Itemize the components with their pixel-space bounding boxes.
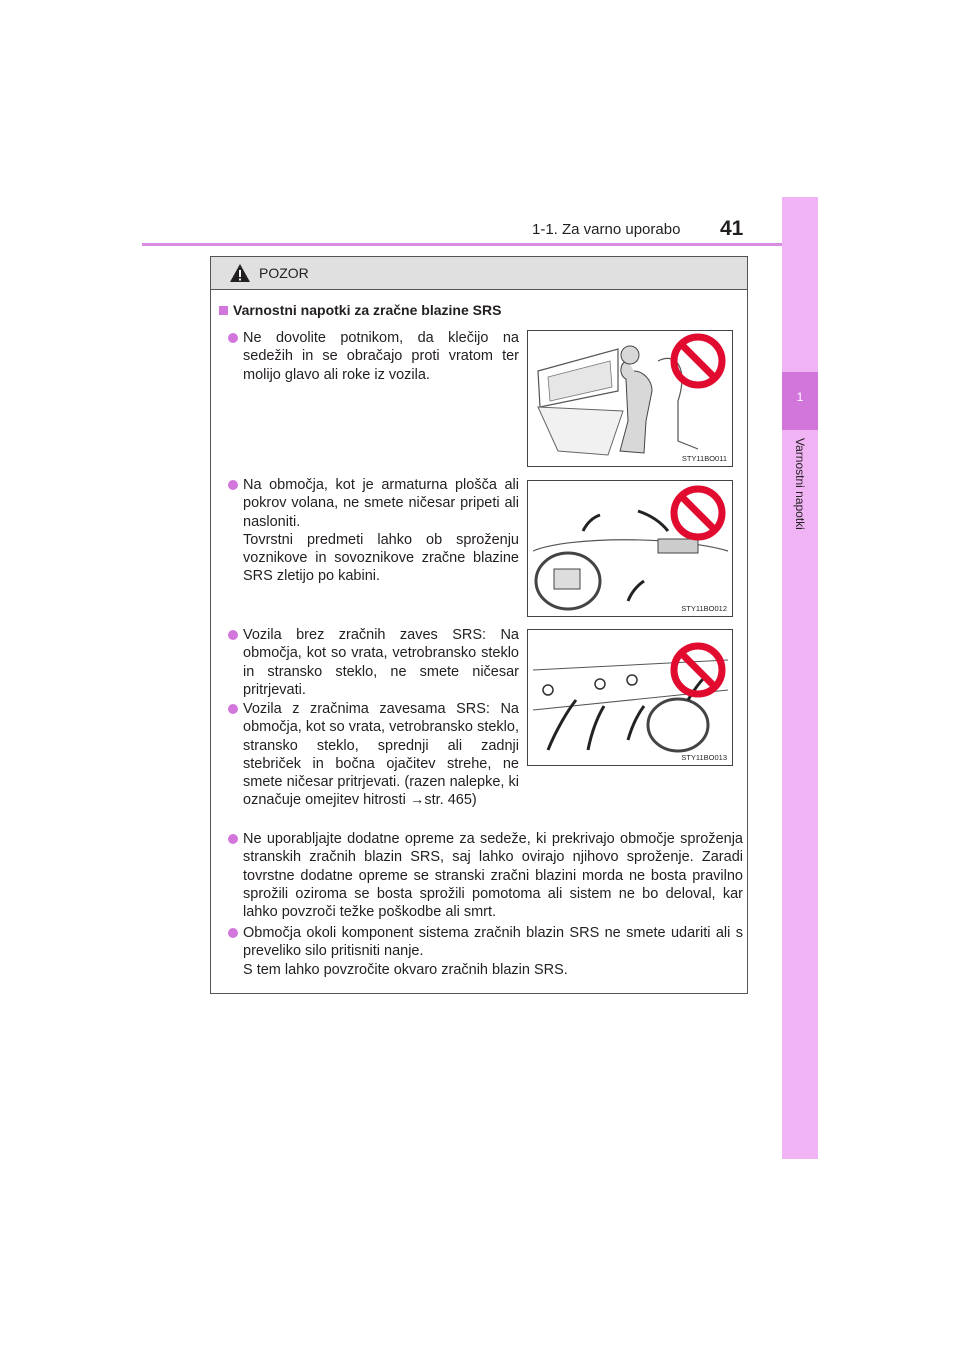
figure-illustration xyxy=(528,481,732,616)
bullet-text: Območja okoli komponent sistema zračnih blazin SRS ne smete udariti ali s preveliko silo pritisniti nanje. xyxy=(243,925,743,960)
bullet-item xyxy=(243,476,519,586)
bullet-dot-icon xyxy=(228,630,238,640)
bullet-text: Na območja, kot je armaturna plošča ali pokrov volana, ne smete ničesar pripeti ali nasloniti. xyxy=(243,477,519,530)
bullet-text: S tem lahko povzročite okvaro zračnih blazin SRS. xyxy=(243,961,568,978)
warning-triangle-icon xyxy=(229,263,251,283)
bullet-item xyxy=(243,329,519,384)
side-tab-label: Varnostni napotki xyxy=(793,438,807,530)
bullet-text: Vozila z zračnima zavesama SRS: Na območja, kot so vrata, vetrobransko steklo, stransko steklo, sprednji ali zadnji stebriček in bočna ojačitev strehe, ne smete ničesar pritrjevati. (razen nalepke, ki označuje omejitev hitrosti →str. 465) xyxy=(243,701,519,809)
square-bullet-icon xyxy=(219,306,228,315)
bullet-item xyxy=(243,626,519,699)
warning-title: POZOR xyxy=(259,265,309,281)
warning-subheading xyxy=(219,302,501,318)
figure-windows-pillars xyxy=(527,629,733,766)
figure-illustration xyxy=(528,630,732,765)
figure-dashboard-objects xyxy=(527,480,733,617)
side-tab xyxy=(782,197,818,1159)
warning-box xyxy=(210,256,748,994)
bullet-dot-icon xyxy=(228,834,238,844)
page-number: 41 xyxy=(720,217,744,240)
bullet-item xyxy=(243,830,743,921)
figure-illustration xyxy=(528,331,732,466)
bullet-text: Tovrstni predmeti lahko ob sproženju voznikove in sovoznikove zračne blazine SRS zletijo po kabini. xyxy=(243,531,519,585)
subheading-text: Varnostni napotki za zračne blazine SRS xyxy=(233,302,502,318)
figure-code: STY11BO011 xyxy=(681,454,727,463)
bullet-dot-icon xyxy=(228,928,238,938)
figure-code: STY11BO013 xyxy=(681,753,727,762)
bullet-text: Ne dovolite potnikom, da klečijo na sedežih in se obračajo proti vratom ter molijo glavo ali roke iz vozila. xyxy=(243,330,519,383)
bullet-item xyxy=(243,924,743,979)
bullet-item xyxy=(243,700,519,810)
bullet-text: Vozila brez zračnih zaves SRS: Na območja, kot so vrata, vetrobransko steklo in stransko steklo, ne smete ničesar pritrjevati. xyxy=(243,627,519,698)
bullet-text: Ne uporabljajte dodatne opreme za sedeže, ki prekrivajo območje sproženja stranskih zračnih blazin SRS, saj lahko ovirajo njihovo sproženje. Zaradi tovrstne dodatne opreme se stranski zračni blazini morda ne bosta pravilno sprožili oziroma se bosta sprožili pomotoma ali sistem ne bo deloval, kar lahko povzroči težke poškodbe ali smrt. xyxy=(243,831,743,921)
figure-kneeling-passenger xyxy=(527,330,733,467)
side-tab-number: 1 xyxy=(796,390,804,404)
section-title: 1-1. Za varno uporabo xyxy=(532,221,681,238)
warning-header xyxy=(211,257,747,290)
bullet-dot-icon xyxy=(228,704,238,714)
header-rule xyxy=(142,243,818,246)
bullet-dot-icon xyxy=(228,480,238,490)
bullet-dot-icon xyxy=(228,333,238,343)
figure-code: STY11BO012 xyxy=(681,604,727,613)
